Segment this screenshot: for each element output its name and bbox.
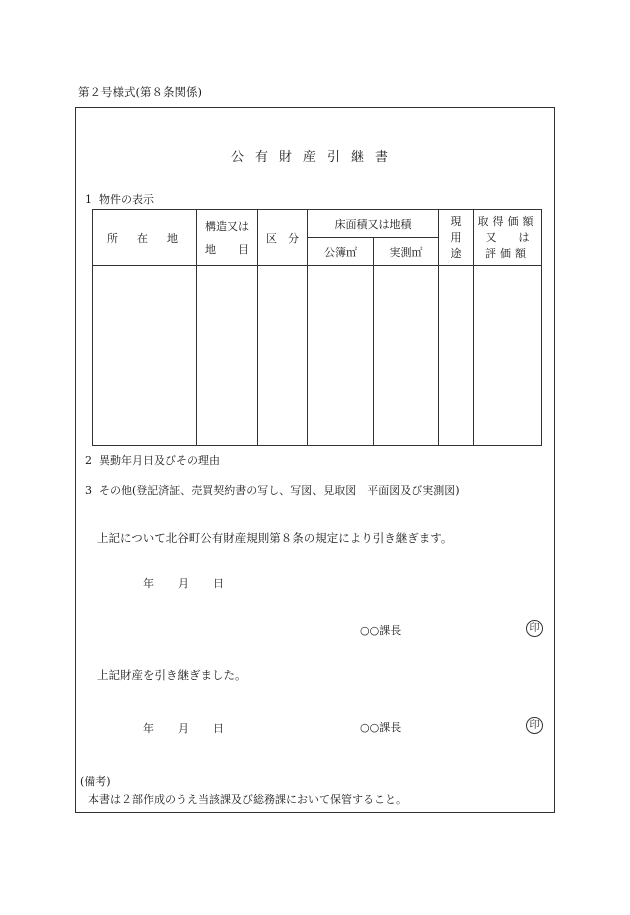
header-use: 現 用 途 — [439, 210, 474, 266]
header-measured-area: 実測㎡ — [374, 238, 439, 266]
date-day: 日 — [213, 722, 224, 735]
section-3-number: 3 — [85, 484, 92, 497]
table-cell[interactable] — [439, 266, 474, 446]
date-year: 年 — [143, 722, 154, 735]
header-structure: 構造又は 地 目 — [197, 210, 258, 266]
section-2-number: 2 — [85, 454, 92, 467]
section-3-heading — [85, 482, 460, 498]
table-cell[interactable] — [308, 266, 374, 446]
notes-heading: (備考) — [80, 775, 111, 788]
receipt-statement: 上記財産を引き継ぎました。 — [97, 668, 247, 682]
header-category: 区 分 — [258, 210, 308, 266]
date-month: 月 — [178, 577, 189, 590]
date-month: 月 — [178, 722, 189, 735]
property-table — [92, 209, 542, 446]
table-cell[interactable] — [374, 266, 439, 446]
form-number-label: 第２号様式(第８条関係) — [78, 85, 202, 99]
header-price: 取得価額 又 は 評価額 — [474, 210, 542, 266]
seal-mark: 印 — [526, 620, 543, 637]
header-location: 所 在 地 — [93, 210, 197, 266]
document-title: 公有財産引継書 — [230, 150, 399, 165]
section-1-label: 物件の表示 — [99, 193, 154, 206]
table-cell[interactable] — [197, 266, 258, 446]
seal-mark: 印 — [526, 717, 543, 734]
section-2-heading — [85, 452, 220, 468]
section-3-label: その他(登記済証、売買契約書の写し、写図、見取図 平面図及び実測図) — [99, 484, 460, 497]
section-1-heading — [85, 191, 154, 207]
section-1-number: 1 — [85, 193, 92, 206]
table-cell[interactable] — [474, 266, 542, 446]
date-day: 日 — [213, 577, 224, 590]
table-cell[interactable] — [93, 266, 197, 446]
header-registry-area: 公簿㎡ — [308, 238, 374, 266]
transfer-statement: 上記について北谷町公有財産規則第８条の規定により引き継ぎます。 — [97, 531, 453, 545]
table-cell[interactable] — [258, 266, 308, 446]
department-head-label: ○○課長 — [360, 624, 402, 637]
department-head-label: ○○課長 — [360, 721, 402, 734]
date-year: 年 — [143, 577, 154, 590]
header-floor-area: 床面積又は地積 — [308, 210, 439, 238]
section-2-label: 異動年月日及びその理由 — [99, 454, 220, 467]
notes-body: 本書は２部作成のうえ当該課及び総務課において保管すること。 — [88, 793, 407, 806]
